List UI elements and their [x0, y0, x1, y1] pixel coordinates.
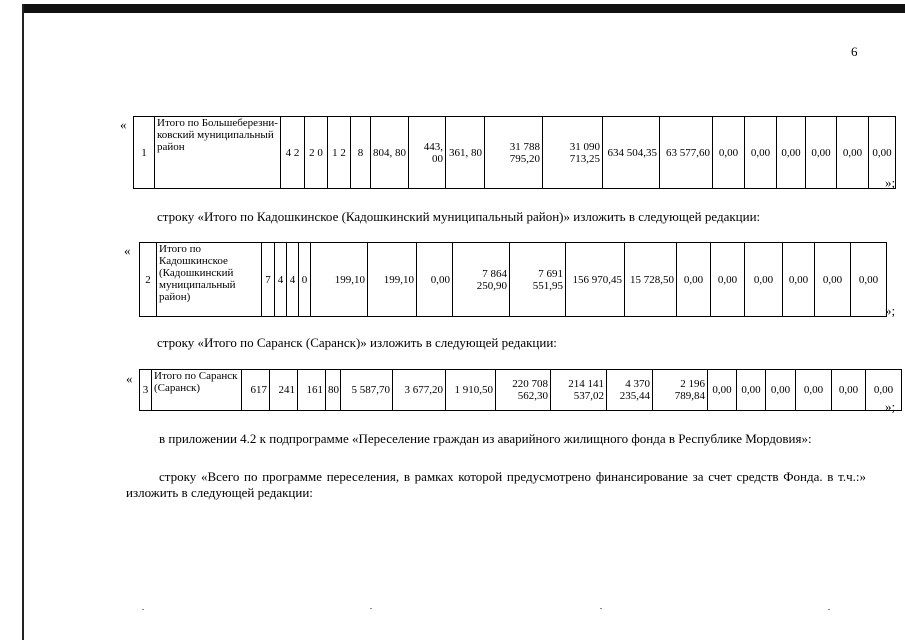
- cell: 0,00: [711, 243, 745, 317]
- cell: 241: [270, 370, 298, 411]
- scan-speck: [600, 608, 602, 609]
- cell: 443, 00: [409, 117, 446, 189]
- cell: 0,00: [713, 117, 745, 189]
- cell: 0,00: [832, 370, 866, 411]
- cell: 31 788 795,20: [485, 117, 543, 189]
- cell: 0,00: [837, 117, 869, 189]
- row-number: 2: [140, 243, 157, 317]
- cell: 0,00: [815, 243, 851, 317]
- cell: 63 577,60: [660, 117, 713, 189]
- cell: 31 090 713,25: [543, 117, 603, 189]
- row-number: 3: [140, 370, 152, 411]
- cell: 199,10: [368, 243, 417, 317]
- cell: 0: [299, 243, 311, 317]
- paragraph-total-row: строку «Всего по программе переселения, в рамках которой предусмотрено финансирование за счет средств Фонда. в т.ч.:» изложить в следующей редакции:: [126, 469, 866, 500]
- quote-open: «: [124, 243, 131, 258]
- cell: 0,00: [766, 370, 796, 411]
- cell: 80: [326, 370, 341, 411]
- cell: 5 587,70: [341, 370, 393, 411]
- cell: 0,00: [851, 243, 887, 317]
- quote-open: «: [120, 117, 127, 132]
- row-title: Итого по Кадошкинское (Кадошкинский муниципальный район): [157, 243, 262, 317]
- row-title: Итого по Саранск (Саранск): [152, 370, 242, 411]
- instruction-saransk: строку «Итого по Саранск (Саранск)» изложить в следующей редакции:: [157, 335, 557, 350]
- quote-close: »;: [885, 303, 896, 318]
- cell: 3 677,20: [393, 370, 446, 411]
- scan-speck: [142, 609, 144, 610]
- cell: 0,00: [783, 243, 815, 317]
- cell: 8: [351, 117, 371, 189]
- cell: 0,00: [866, 370, 902, 411]
- cell: 156 970,45: [566, 243, 625, 317]
- page-number: 6: [851, 44, 858, 59]
- scan-speck: [828, 609, 830, 610]
- cell: 1 910,50: [446, 370, 496, 411]
- cell: 617: [242, 370, 270, 411]
- cell: 0,00: [745, 117, 777, 189]
- cell: 0,00: [708, 370, 737, 411]
- cell: 0,00: [745, 243, 783, 317]
- cell: 199,10: [311, 243, 368, 317]
- cell: 4 2: [281, 117, 305, 189]
- cell: 0,00: [677, 243, 711, 317]
- row-title: Итого по Большеберезни-ковский муниципальный район: [155, 117, 281, 189]
- cell: 4 370 235,44: [607, 370, 653, 411]
- table-bolshebereznikovsky: [133, 116, 896, 189]
- cell: 0,00: [796, 370, 832, 411]
- cell: 1 2: [328, 117, 351, 189]
- cell: 0,00: [777, 117, 806, 189]
- cell: 161: [298, 370, 326, 411]
- cell: 0,00: [806, 117, 837, 189]
- cell: 2 0: [305, 117, 328, 189]
- cell: 4: [287, 243, 299, 317]
- quote-open: «: [126, 371, 133, 386]
- table-saransk: [139, 369, 902, 414]
- instruction-kadoshkino: строку «Итого по Кадошкинское (Кадошкинский муниципальный район)» изложить в следующей редакции:: [157, 209, 761, 224]
- cell: 804, 80: [371, 117, 409, 189]
- cell: 214 141 537,02: [551, 370, 607, 411]
- cell: 361, 80: [446, 117, 485, 189]
- quote-close: »;: [885, 175, 896, 190]
- paragraph-appendix: в приложении 4.2 к подпрограмме «Переселение граждан из аварийного жилищного фонда в Республике Мордовия»:: [159, 431, 812, 446]
- cell: 2 196 789,84: [653, 370, 708, 411]
- scan-border-left: [22, 4, 24, 640]
- cell: 634 504,35: [603, 117, 660, 189]
- cell: 15 728,50: [625, 243, 677, 317]
- cell: 0,00: [869, 117, 896, 189]
- cell: 4: [275, 243, 287, 317]
- quote-close: »;: [885, 399, 896, 414]
- cell: 0,00: [737, 370, 766, 411]
- cell: 7: [262, 243, 275, 317]
- cell: 7 864 250,90: [453, 243, 510, 317]
- cell: 220 708 562,30: [496, 370, 551, 411]
- scan-border-top: [22, 4, 905, 13]
- row-number: 1: [134, 117, 155, 189]
- cell: 7 691 551,95: [510, 243, 566, 317]
- scan-speck: [370, 608, 372, 609]
- cell: 0,00: [417, 243, 453, 317]
- table-kadoshkinsky: [139, 242, 887, 317]
